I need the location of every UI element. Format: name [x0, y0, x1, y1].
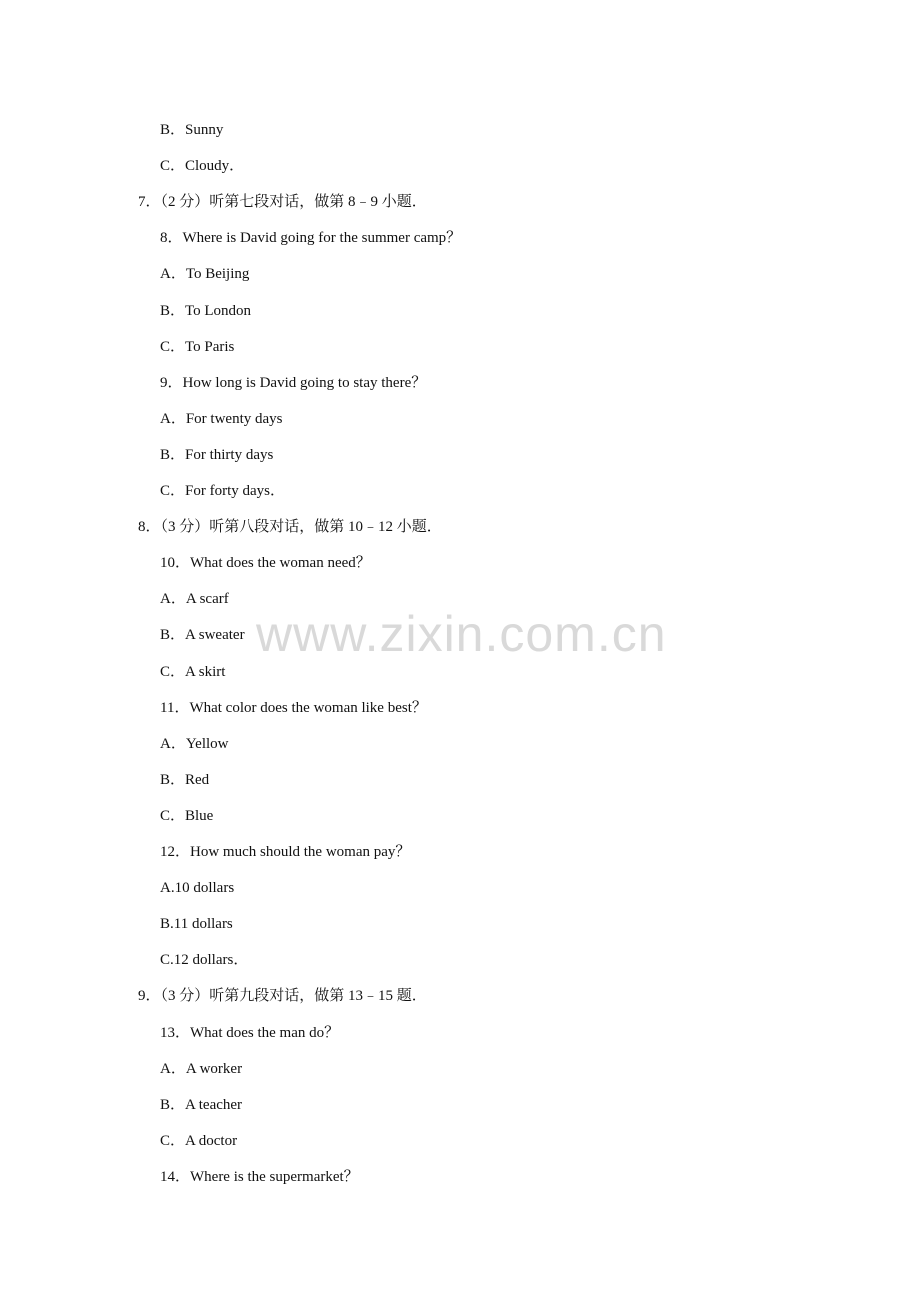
question-line: A．Yellow	[160, 736, 229, 752]
question-line: 14．Where is the supermarket？	[160, 1169, 359, 1185]
question-line: B．Red	[160, 772, 210, 788]
question-line: 11．What color does the woman like best？	[160, 700, 427, 716]
question-line: 13．What does the man do？	[160, 1025, 340, 1041]
question-line: 9．How long is David going to stay there？	[160, 375, 427, 391]
question-line: C．A skirt	[160, 664, 226, 680]
question-line: 12．How much should the woman pay？	[160, 844, 411, 860]
question-line: C.12 dollars．	[160, 952, 249, 968]
question-line: B．A teacher	[160, 1097, 243, 1113]
section-heading: 9．（3 分）听第九段对话，做第 13﹣15 题．	[138, 988, 427, 1004]
question-line: B．Sunny	[160, 122, 224, 138]
question-line: A．For twenty days	[160, 411, 283, 427]
question-line: C．For forty days．	[160, 483, 285, 499]
question-line: B．A sweater	[160, 627, 245, 643]
question-line: B.11 dollars	[160, 916, 233, 932]
question-line: B．For thirty days	[160, 447, 274, 463]
question-line: C．A doctor	[160, 1133, 238, 1149]
question-line: C．To Paris	[160, 339, 235, 355]
section-heading: 7．（2 分）听第七段对话，做第 8﹣9 小题．	[138, 194, 427, 210]
watermark: www.zixin.com.cn	[256, 606, 667, 662]
question-line: C．Cloudy．	[160, 158, 245, 174]
question-line: A.10 dollars	[160, 880, 235, 896]
question-line: 10．What does the woman need？	[160, 555, 371, 571]
question-line: A．A scarf	[160, 591, 229, 607]
question-line: C．Blue	[160, 808, 214, 824]
section-heading: 8．（3 分）听第八段对话，做第 10﹣12 小题．	[138, 519, 442, 535]
question-line: 8．Where is David going for the summer camp？	[160, 230, 462, 246]
question-line: A．To Beijing	[160, 266, 250, 282]
question-line: A．A worker	[160, 1061, 243, 1077]
question-line: B．To London	[160, 303, 252, 319]
